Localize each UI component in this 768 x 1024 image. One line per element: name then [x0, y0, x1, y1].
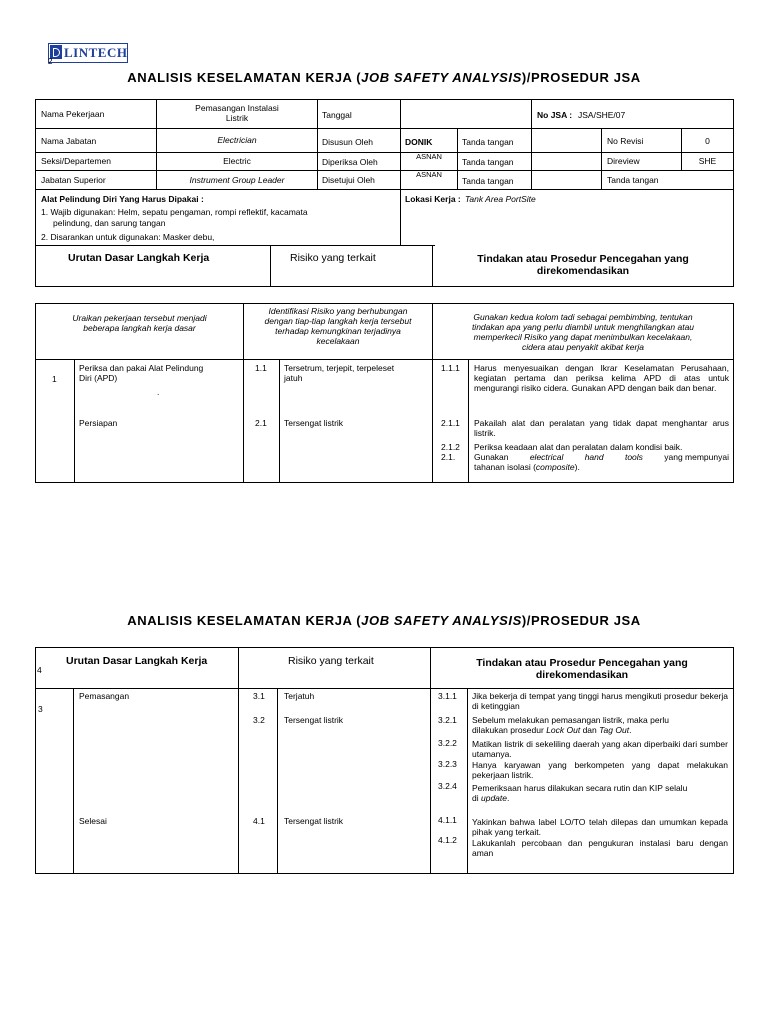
apd-line-2: 2. Disarankan untuk digunakan: Masker debu, — [41, 232, 215, 242]
page-title: ANALISIS KESELAMATAN KERJA (JOB SAFETY ANALYSIS)/PROSEDUR JSA — [127, 70, 641, 85]
action-2-1-number: 2.1. — [441, 452, 456, 462]
nama-pekerjaan-value-line2: Listrik — [225, 113, 249, 123]
risk-3-2-number: 3.2 — [253, 715, 265, 725]
table2-header-urutan: Urutan Dasar Langkah Kerja — [66, 655, 208, 667]
diperiksa-label: Diperiksa Oleh — [322, 157, 378, 167]
guide-col3-line4: cidera atau penyakit akibat kerja — [522, 342, 644, 352]
direview-label: Direview — [607, 156, 640, 166]
risk-4-1-text: Tersengat listrik — [284, 816, 344, 826]
risk-2-1-number: 2.1 — [255, 418, 267, 428]
risk-3-1-text: Terjatuh — [284, 691, 315, 701]
risk-1-1-line1: Tersetrum, terjepit, terpeleset — [284, 363, 395, 373]
action-3-1-1-text: Jika bekerja di tempat yang tinggi harus mengikuti prosedur bekerja di ketinggian — [472, 691, 728, 711]
table2-header-tindakan-line1: Tindakan atau Prosedur Pencegahan yang — [476, 657, 688, 669]
logo-text: LINTECH — [64, 45, 128, 60]
guide-col3-line3: memperkecil Risiko yang dapat menimbulkan kecelakaan, — [473, 332, 693, 342]
guide-col2-line4: kecelakaan — [316, 336, 360, 346]
action-4-1-2-text: Lakukanlah percobaan dan pengukuran instalasi baru dengan aman — [472, 838, 728, 858]
tanda-tangan-4: Tanda tangan — [607, 175, 659, 185]
no-jsa-value: JSA/SHE/07 — [578, 110, 626, 120]
disetujui-label: Disetujui Oleh — [322, 175, 375, 185]
step1-line1: Periksa dan pakai Alat Pelindung — [79, 363, 204, 373]
disusun-label: Disusun Oleh — [322, 137, 374, 147]
tanda-tangan-2: Tanda tangan — [462, 157, 514, 167]
action-2-1-2-number: 2.1.2 — [441, 442, 460, 452]
guide-col2-line1: Identifikasi Risiko yang berhubungan — [268, 306, 408, 316]
nama-pekerjaan-label: Nama Pekerjaan — [41, 109, 105, 119]
table2-header-tindakan-line2: direkomendasikan — [535, 669, 629, 681]
guide-col3-line2: tindakan apa yang perlu diambil untuk menghilangkan atau — [471, 322, 695, 332]
apd-label: Alat Pelindung Diri Yang Harus Dipakai : — [41, 194, 204, 204]
action-2-1-2-text: Periksa keadaan alat dan peralatan dalam kondisi baik. — [474, 442, 683, 452]
risk-3-2-text: Tersengat listrik — [284, 715, 344, 725]
action-2-1-line1: Gunakan electrical hand tools yang mempunyai — [474, 452, 729, 462]
table1-row-number: 1 — [52, 374, 57, 384]
action-1-1-1-number: 1.1.1 — [441, 363, 460, 373]
seksi-value: Electric — [223, 156, 251, 166]
action-3-2-2-number: 3.2.2 — [438, 738, 457, 748]
nama-jabatan-value: Electrician — [217, 135, 257, 145]
nama-pekerjaan-value-line1: Pemasangan Instalasi — [195, 103, 279, 113]
step3-label: Pemasangan — [79, 691, 130, 701]
atasan-value: Instrument Group Leader — [189, 175, 285, 185]
lokasi-label: Lokasi Kerja : — [405, 194, 461, 204]
apd-line-1b: pelindung, dan sarung tangan — [53, 218, 166, 228]
step2-label: Persiapan — [79, 418, 118, 428]
action-3-2-1-line2: dilakukan prosedur Lock Out dan Tag Out. — [472, 725, 632, 735]
tanggal-label: Tanggal — [322, 110, 352, 120]
direview-value: SHE — [698, 156, 717, 166]
action-2-1-1-text: Pakailah alat dan peralatan yang tidak dapat menghantar arus listrik. — [474, 418, 729, 438]
action-4-1-1-number: 4.1.1 — [438, 815, 457, 825]
action-3-1-1-number: 3.1.1 — [438, 691, 457, 701]
atasan-label: Jabatan Superior — [41, 175, 106, 185]
table2-row-number: 3 — [38, 704, 43, 714]
seksi-label: Seksi/Departemen — [41, 156, 111, 166]
action-3-2-1-number: 3.2.1 — [438, 715, 457, 725]
no-jsa-label: No JSA : — [537, 110, 573, 120]
no-revisi-value: 0 — [705, 136, 710, 146]
action-3-2-3-text: Hanya karyawan yang berkompeten yang dapat melakukan pekerjaan listrik. — [472, 760, 728, 780]
action-3-2-3-number: 3.2.3 — [438, 759, 457, 769]
header-urutan: Urutan Dasar Langkah Kerja — [68, 252, 210, 264]
page-title-2: ANALISIS KESELAMATAN KERJA (JOB SAFETY ANALYSIS)/PROSEDUR JSA — [127, 613, 641, 628]
disetujui-value: ASNAN — [416, 170, 442, 179]
risk-2-1-text: Tersengat listrik — [284, 418, 344, 428]
action-2-1-1-number: 2.1.1 — [441, 418, 460, 428]
guide-col1-line2: beberapa langkah kerja dasar — [83, 323, 196, 333]
action-2-1-line2: tahanan isolasi (composite). — [474, 462, 580, 472]
table2-header-number: 4 — [37, 665, 42, 675]
apd-line-1a: 1. Wajib digunakan: Helm, sepatu pengaman, rompi reflektif, kacamata — [41, 207, 308, 217]
table2-header-risiko: Risiko yang terkait — [288, 655, 374, 667]
disusun-value: DONIK — [405, 137, 433, 147]
guide-col1-line1: Uraikan pekerjaan tersebut menjadi — [72, 313, 207, 323]
no-revisi-label: No Revisi — [607, 136, 644, 146]
lokasi-value: Tank Area PortSite — [465, 194, 536, 204]
action-4-1-1-text: Yakinkan bahwa label LO/TO telah dilepas dan umumkan kepada pihak yang terkait. — [472, 817, 728, 837]
action-4-1-2-number: 4.1.2 — [438, 835, 457, 845]
step1-dot: . — [157, 387, 160, 397]
nama-jabatan-label: Nama Jabatan — [41, 136, 97, 146]
header-tindakan-line2: direkomendasikan — [536, 265, 630, 277]
lintech-logo — [48, 43, 128, 66]
tanda-tangan-1: Tanda tangan — [462, 137, 514, 147]
risk-1-1-line2: jatuh — [284, 373, 303, 383]
action-3-2-2-text: Matikan listrik di sekeliling daerah yang akan diperbaiki dari sumber utamanya. — [472, 739, 728, 759]
logo-small-number: 2 — [48, 57, 53, 66]
header-risiko: Risiko yang terkait — [290, 252, 376, 264]
step1-line2: Diri (APD) — [79, 373, 118, 383]
risk-1-1-number: 1.1 — [255, 363, 267, 373]
action-3-2-4-line1: Pemeriksaan harus dilakukan secara rutin dan KIP selalu — [472, 783, 688, 793]
risk-4-1-number: 4.1 — [253, 816, 265, 826]
action-3-2-1-line1: Sebelum melakukan pemasangan listrik, maka perlu — [472, 715, 670, 725]
risk-3-1-number: 3.1 — [253, 691, 265, 701]
action-1-1-1-text: Harus menyesuaikan dengan Ikrar Keselamatan Perusahaan, kegiatan pertama dan periksa kelima APD di atas untuk mengurangi risiko cidera. Gunakan APD dengan baik dan benar. — [474, 363, 729, 393]
header-tindakan-line1: Tindakan atau Prosedur Pencegahan yang — [477, 253, 689, 265]
guide-col2-line2: dengan tiap-tiap langkah kerja tersebut — [264, 316, 412, 326]
tanda-tangan-3: Tanda tangan — [462, 176, 514, 186]
step4-label: Selesai — [79, 816, 107, 826]
action-3-2-4-number: 3.2.4 — [438, 781, 457, 791]
guide-col2-line3: terhadap kemungkinan terjadinya — [275, 326, 401, 336]
guide-col3-line1: Gunakan kedua kolom tadi sebagai pembimbing, tentukan — [473, 312, 693, 322]
diperiksa-value: ASNAN — [416, 152, 442, 161]
action-3-2-4-line2: di update. — [472, 793, 510, 803]
